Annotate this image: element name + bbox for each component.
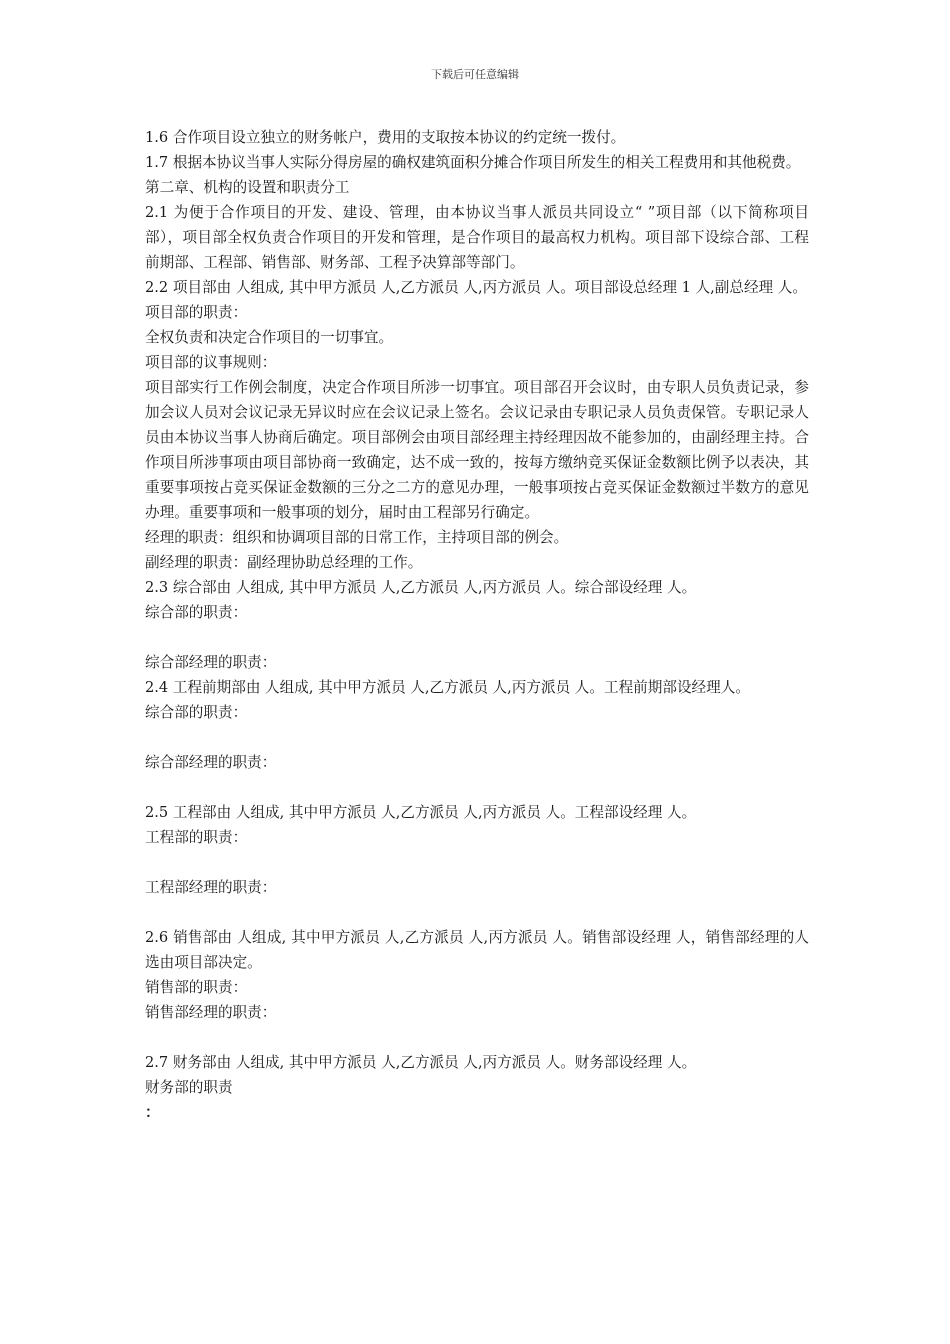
clause-2-1: 2.1 为便于合作项目的开发、建设、管理，由本协议当事人派员共同设立“ ”项目部（以下简称项目部），项目部全权负责合作项目的开发和管理，是合作项目的最高权力机构。项目部下设综合部、工程前期部、工程部、销售部、财务部、工程予决算部等部门。 <box>145 204 809 271</box>
project-dept-duties-label: 项目部的职责： <box>145 304 248 321</box>
blank-line <box>145 625 809 650</box>
blank-line <box>145 775 809 800</box>
document-body <box>145 125 809 1125</box>
engineering-dept-manager-duties-label: 工程部经理的职责： <box>145 879 277 896</box>
clause-2-2: 2.2 项目部由 人组成, 其中甲方派员 人,乙方派员 人,丙方派员 人。项目部设总经理 1 人,副总经理 人。 <box>145 279 807 296</box>
project-dept-rules-text: 项目部实行工作例会制度，决定合作项目所涉一切事宜。项目部召开会议时，由专职人员负责记录，参加会议人员对会议记录无异议时应在会议记录上签名。会议记录由专职记录人员负责保管。专职记录人员由本协议当事人协商后确定。项目部例会由项目部经理主持经理因故不能参加的，由副经理主持。合作项目所涉事项由项目部协商一致确定，达不成一致的，按每方缴纳竞买保证金数额比例予以表决，其重要事项按占竞买保证金数额的三分之二方的意见办理，一般事项按占竞买保证金数额过半数方的意见办理。重要事项和一般事项的划分，届时由工程部另行确定。 <box>145 379 809 521</box>
sales-dept-duties-label: 销售部的职责： <box>145 979 248 996</box>
blank-line <box>145 900 809 925</box>
blank-line <box>145 850 809 875</box>
page-header-note: 下载后可任意编辑 <box>431 68 519 81</box>
blank-line <box>145 1025 809 1050</box>
finance-dept-duties-label: 财务部的职责 <box>145 1079 233 1096</box>
sales-dept-manager-duties-label: 销售部经理的职责： <box>145 1004 277 1021</box>
clause-1-6: 1.6 合作项目设立独立的财务帐户，费用的支取按本协议的约定统一拨付。 <box>145 129 626 146</box>
clause-2-5: 2.5 工程部由 人组成, 其中甲方派员 人,乙方派员 人,丙方派员 人。工程部设经理 人。 <box>145 804 697 821</box>
finance-dept-duties-colon: ： <box>145 1104 160 1121</box>
clause-2-7: 2.7 财务部由 人组成, 其中甲方派员 人,乙方派员 人,丙方派员 人。财务部设经理 人。 <box>145 1054 697 1071</box>
clause-2-3: 2.3 综合部由 人组成, 其中甲方派员 人,乙方派员 人,丙方派员 人。综合部设经理 人。 <box>145 579 697 596</box>
general-dept-manager-duties-label-2: 综合部经理的职责： <box>145 754 277 771</box>
project-dept-rules-label: 项目部的议事规则： <box>145 354 277 371</box>
clause-2-6: 2.6 销售部由 人组成, 其中甲方派员 人,乙方派员 人,丙方派员 人。销售部设经理 人，销售部经理的人选由项目部决定。 <box>145 929 809 971</box>
chapter-2-heading: 第二章、机构的设置和职责分工 <box>145 179 350 196</box>
manager-duties: 经理的职责：组织和协调项目部的日常工作，主持项目部的例会。 <box>145 529 569 546</box>
project-dept-duties-text: 全权负责和决定合作项目的一切事宜。 <box>145 329 394 346</box>
deputy-manager-duties: 副经理的职责：副经理协助总经理的工作。 <box>145 554 423 571</box>
clause-2-4: 2.4 工程前期部由 人组成, 其中甲方派员 人,乙方派员 人,丙方派员 人。工程前期部设经理人。 <box>145 679 750 696</box>
general-dept-duties-label-2: 综合部的职责： <box>145 704 248 721</box>
clause-1-7: 1.7 根据本协议当事人实际分得房屋的确权建筑面积分摊合作项目所发生的相关工程费用和其他税费。 <box>145 154 801 171</box>
engineering-dept-duties-label: 工程部的职责： <box>145 829 248 846</box>
general-dept-manager-duties-label: 综合部经理的职责： <box>145 654 277 671</box>
blank-line <box>145 725 809 750</box>
general-dept-duties-label: 综合部的职责： <box>145 604 248 621</box>
